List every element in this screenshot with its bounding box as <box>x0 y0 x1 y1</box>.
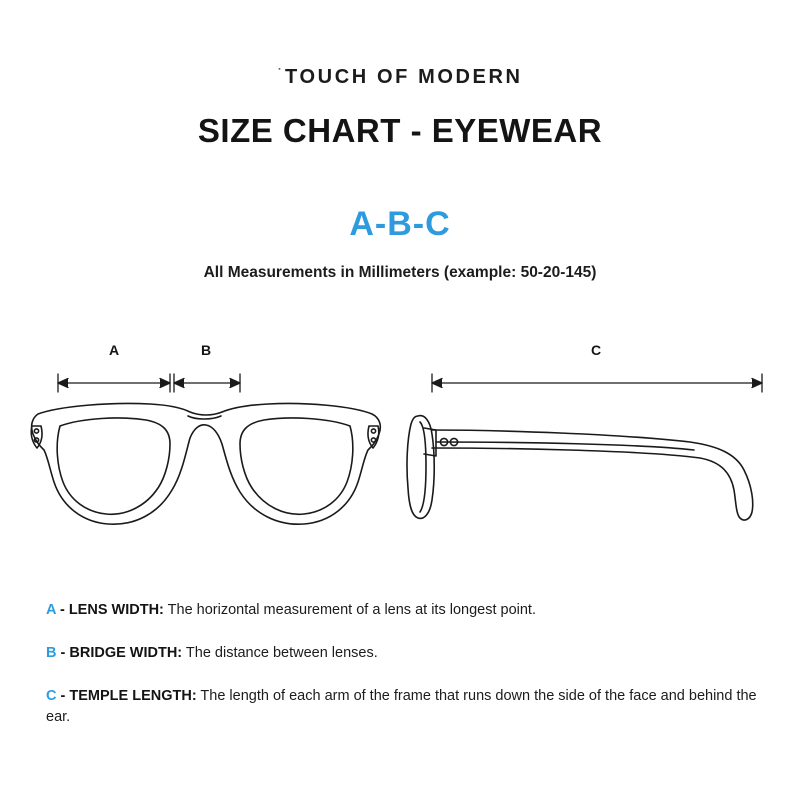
legend-desc-bridge-width: The distance between lenses. <box>182 645 378 661</box>
brand-tick: ˙ <box>277 66 285 80</box>
legend-row <box>46 600 762 621</box>
abc-heading: A-B-C <box>349 205 451 243</box>
legend-key-a: A <box>46 602 56 618</box>
dimension-label-c: C <box>590 342 602 358</box>
legend-desc-temple-length: The length of each arm of the frame that runs down the side of the face and behind the ear. <box>46 688 757 725</box>
dimension-label-b: B <box>200 342 212 358</box>
legend-sep-a: - <box>55 602 69 618</box>
eyeglasses-front-view <box>31 403 380 524</box>
legend-term-temple-length: TEMPLE LENGTH: <box>69 688 197 704</box>
page-title: SIZE CHART - EYEWEAR <box>197 112 603 149</box>
dimension-arrow-a <box>58 374 170 392</box>
legend-row <box>46 643 762 664</box>
dimension-arrow-c <box>432 374 762 392</box>
legend-key-b: B <box>46 645 57 661</box>
legend-row <box>46 686 762 728</box>
measurement-units-note: All Measurements in Millimeters (example: 50-20-145) <box>203 264 597 281</box>
eyeglasses-side-view <box>407 416 753 520</box>
legend <box>46 600 762 728</box>
dimension-arrow-b <box>174 374 240 392</box>
legend-desc-lens-width: The horizontal measurement of a lens at its longest point. <box>163 602 536 618</box>
dimension-label-a: A <box>108 342 120 358</box>
legend-sep-b: - <box>56 645 70 661</box>
eyewear-diagram-svg <box>0 330 800 560</box>
legend-sep-c: - <box>56 688 70 704</box>
brand-title <box>0 66 800 89</box>
legend-term-bridge-width: BRIDGE WIDTH: <box>69 645 183 661</box>
brand-name: TOUCH OF MODERN <box>285 66 523 88</box>
legend-term-lens-width: LENS WIDTH: <box>68 602 164 618</box>
legend-key-c: C <box>46 688 57 704</box>
eyewear-diagram <box>0 330 800 560</box>
